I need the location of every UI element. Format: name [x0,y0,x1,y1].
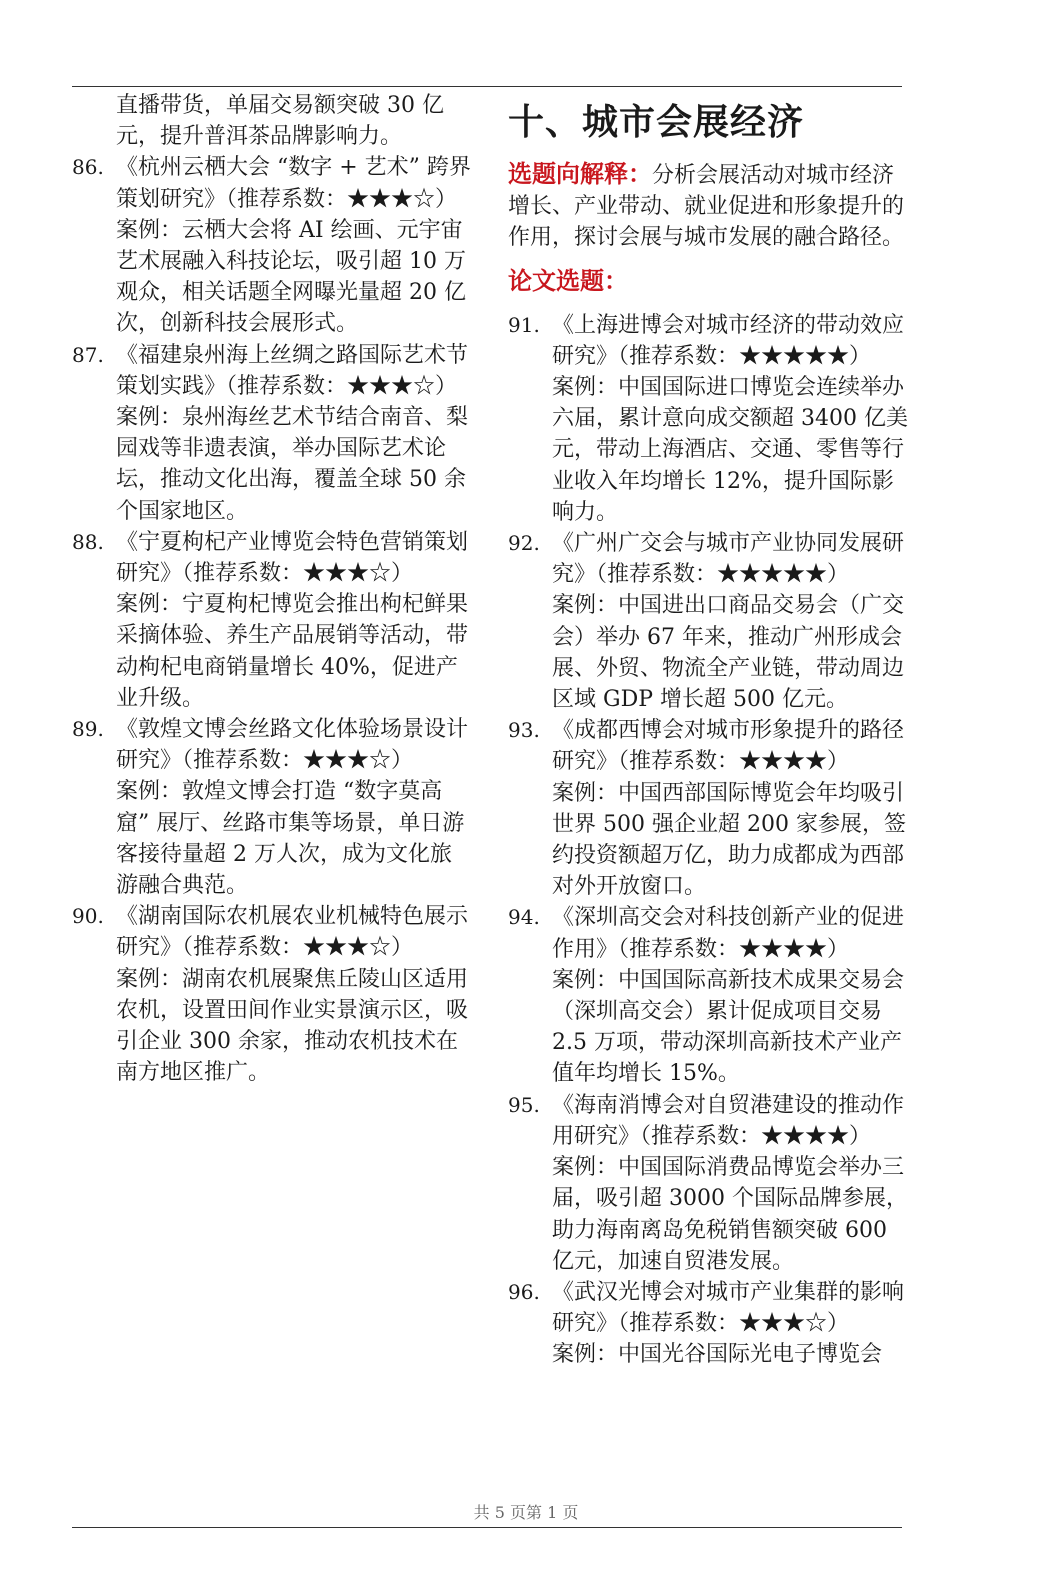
continuation-text: 直播带货，单届交易额突破 30 亿元，提升普洱茶品牌影响力。 [116,93,444,150]
item-title: 《杭州云栖大会 “数字 + 艺术” 跨界策划研究》（推荐系数：★★★☆） [116,155,471,212]
section-title: 十、城市会展经济 [508,101,805,143]
item-case: 案例：敦煌文博会打造 “数字莫高窟” 展厅、丝路市集等场景，单日游客接待量超 2 万人次，成为文化旅游融合典范。 [116,779,465,899]
item-case: 案例：中国西部国际博览会年均吸引世界 500 强企业超 200 家参展，签约投资额超万亿，助力成都成为西部对外开放窗口。 [552,780,906,900]
item-number: 95. [508,1092,540,1117]
item-case: 案例：中国国际消费品博览会举办三届，吸引超 3000 个国际品牌参展，助力海南离岛免税销售额突破 600 亿元，加速自贸港发展。 [552,1155,908,1274]
item-title: 《上海进博会对城市经济的带动效应研究》（推荐系数：★★★★★） [552,312,905,369]
list-item [72,901,472,1088]
top-rule [72,86,902,87]
page-footer: 共 5 页第 1 页 [473,1503,579,1522]
item-case: 案例：中国进出口商品交易会（广交会）举办 67 年来，推动广州形成会展、外贸、物流全产业链，带动周边区域 GDP 增长超 500 亿元。 [552,593,905,713]
item-title: 《敦煌文博会丝路文化体验场景设计研究》（推荐系数：★★★☆） [116,717,469,774]
item-number: 88. [72,529,104,554]
bottom-rule [72,1527,902,1528]
item-case: 案例：中国光谷国际光电子博览会 [552,1342,883,1368]
list-item [508,1277,908,1371]
subhead-topics: 论文选题： [508,265,628,295]
item-case: 案例：湖南农机展聚焦丘陵山区适用农机，设置田间作业实景演示区，吸引企业 300 余家，推动农机技术在南方地区推广。 [116,966,469,1086]
item-title: 《武汉光博会对城市产业集群的影响研究》（推荐系数：★★★☆） [552,1279,905,1337]
list-item [508,310,908,528]
item-title: 《海南消博会对自贸港建设的推动作用研究》（推荐系数：★★★★） [552,1092,905,1149]
item-title: 《广州广交会与城市产业协同发展研究》（推荐系数：★★★★★） [552,531,905,588]
item-title: 《深圳高交会对科技创新产业的促进作用》（推荐系数：★★★★） [552,905,905,962]
item-title: 《福建泉州海上丝绸之路国际艺术节策划实践》（推荐系数：★★★☆） [116,342,469,399]
item-case: 案例：中国国际进口博览会连续举办六届，累计意向成交额超 3400 亿美元，带动上海酒店、交通、零售等行业收入年均增长 12%，提升国际影响力。 [552,375,908,525]
section-explanation [508,158,908,254]
list-item [508,528,908,715]
item-case: 案例：宁夏枸杞博览会推出枸杞鲜果采摘体验、养生产品展销等活动，带动枸杞电商销量增长 40%，促进产业升级。 [116,592,469,711]
item-case: 案例：中国国际高新技术成果交易会（深圳高交会）累计促成项目交易 2.5 万项，带动深圳高新技术产业产值年均增长 15%。 [552,967,905,1087]
explain-label: 选题向解释： [508,159,652,188]
item-title: 《宁夏枸杞产业博览会特色营销策划研究》（推荐系数：★★★☆） [116,529,469,587]
item-number: 89. [72,717,104,742]
list-item [72,152,472,339]
list-item [508,902,908,1089]
item-number: 91. [508,312,540,337]
list-item [508,715,908,902]
right-column [508,90,908,1371]
item-title: 《湖南国际农机展农业机械特色展示研究》（推荐系数：★★★☆） [116,904,469,961]
item-number: 94. [508,905,540,930]
item-number: 92. [508,531,540,556]
item-case: 案例：云栖大会将 AI 绘画、元宇宙艺术展融入科技论坛，吸引超 10 万观众，相关话题全网曝光量超 20 亿次，创新科技会展形式。 [116,217,466,337]
item-case: 案例：泉州海丝艺术节结合南音、梨园戏等非遗表演，举办国际艺术论坛，推动文化出海，覆盖全球 50 余个国家地区。 [116,405,469,524]
item-number: 93. [508,718,540,743]
item-number: 90. [72,904,104,929]
left-column [72,90,472,1089]
item-number: 86. [72,155,104,180]
item-title: 《成都西博会对城市形象提升的路径研究》（推荐系数：★★★★） [552,718,905,775]
list-item [72,527,472,714]
item-number: 87. [72,342,104,367]
list-item [72,340,472,527]
explain-text: 分析会展活动对城市经济增长、产业带动、就业促进和形象提升的作用，探讨会展与城市发展的融合路径。 [508,163,905,251]
list-item [72,714,472,901]
list-item [508,1090,908,1277]
item-number: 96. [508,1279,540,1304]
